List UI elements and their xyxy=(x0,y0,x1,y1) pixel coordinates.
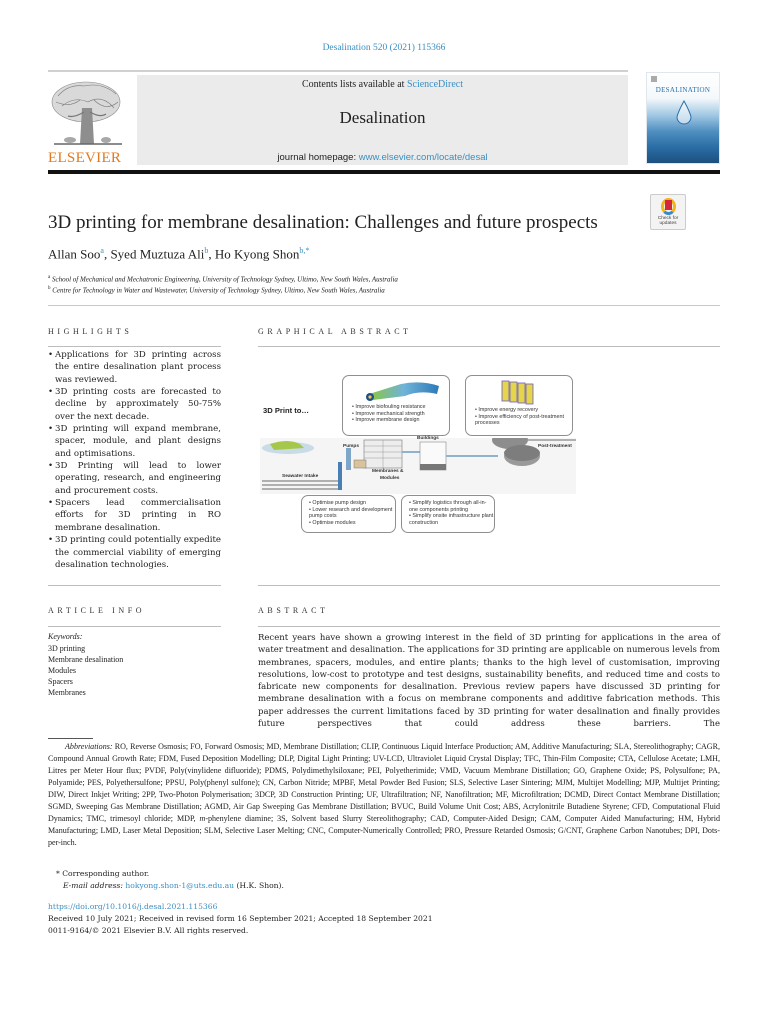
ga-pump-box xyxy=(301,495,396,533)
email-line: E-mail address: hokyong.shon-1@uts.edu.au (H.K. Shon). xyxy=(63,881,284,890)
doi-link[interactable]: https://doi.org/10.1016/j.desal.2021.115366 xyxy=(48,902,218,911)
keyword-item: Spacers xyxy=(48,677,73,687)
ga-post-item: • Improve energy recovery xyxy=(475,407,571,414)
graphical-abstract-bottom-rule xyxy=(258,585,720,586)
ga-pump-item: • Optimise pump design xyxy=(309,500,395,507)
keywords-label: Keywords: xyxy=(48,632,83,641)
abbreviations-footnote: Abbreviations: RO, Reverse Osmosis; FO, Forward Osmosis; MD, Membrane Distillation; CLIP, Continuous Liquid Interface Production; AM, Additive Manufacturing; SLA, Stereolithography; CAGR, Compound Annual Growth Rate; FDM, Fused Deposition Modelling; DLP, Digital Light Printing; UV-LCD, Ultraviolet Liquid Crystal Display; TFC, Thin-Film Composite; CTA, Cellulose Acetate; LMH, Litres per Meter Hour flux; PVDF, Poly(vinylidene difluoride); PDMS, Polydimethylsiloxane; PEI, Polyetherimide; VMD, Vacuum Membrane Distillation; GO, Graphene Oxide; PS, Polysulfone; PA, Polyamide; PES, Polyethersulfone; PPSU, Poly(phenyl sulfone); CN, Carbon Nitride; MPBF, Metal Powder Bed Fusion; SLS, Selective Laser Sintering; MJM, Multijet Modelling; MJP, Multijet Printing; DIW, Direct Inkjet Writing; 2PP, Two-Photon Polymerisation; 3DCP, 3D Construction Printing; UF, Ultrafiltration; NF, Nanofiltration; MF, Microfiltration; DCMD, Direct Contact Membrane Distillation; SGMD, Sweeping Gas Membrane Distillation; AGMD, Air Gap Sweeping Gas Membrane Distillation; BVUC, Build Volume Unit Cost; ABS, Acrylonitrile Butadiene Styrene; CFD, Computational Fluid Dynamics; TMC, trimesoyl chloride; MDP, m-phenylene diamine; 3S, Solvent based Slurry Stereolithography; CAD, Computer-Aided Design; CAM, Computer Aided Manufacturing; HM, Hybrid Manufacturing; LMD, Laser Metal Deposition; SLM, Selective Laser Melting; CNC, Computer-Numerically Controlled; PRO, Pressure Retarded Osmosis; G/CNT, Graphene Carbon Nanotubes; DPI, Dots-per-inch. xyxy=(48,742,720,847)
graphical-abstract-rule xyxy=(258,346,720,347)
ga-pump-item: • Optimise modules xyxy=(309,520,395,527)
ga-title: 3D Print to… xyxy=(263,406,309,415)
author-name[interactable]: Ho Kyong Shon xyxy=(214,246,300,262)
graphical-abstract-figure[interactable] xyxy=(258,372,576,562)
journal-homepage-link[interactable]: www.elsevier.com/locate/desal xyxy=(358,152,488,163)
highlight-item: • 3D printing costs are forecasted to decline by approximately 50-75% over the next decade. xyxy=(48,386,221,423)
keyword-item: Modules xyxy=(48,666,76,676)
article-info-heading: ARTICLE INFO xyxy=(48,606,146,615)
highlights-bottom-rule xyxy=(48,585,221,586)
received-dates: Received 10 July 2021; Received in revised form 16 September 2021; Accepted 18 September 2021 xyxy=(48,914,433,923)
corresponding-author-note: * Corresponding author. xyxy=(56,869,150,878)
journal-cover-image[interactable] xyxy=(646,72,720,164)
copyright-notice: 0011-9164/© 2021 Elsevier B.V. All rights reserved. xyxy=(48,926,249,935)
ga-building-item: • Simplify logistics through all-in-one components printing xyxy=(409,500,495,513)
contents-prefix: Contents lists available at xyxy=(301,79,407,90)
ga-label-modules: Modules xyxy=(380,476,400,481)
keywords-list xyxy=(48,643,123,698)
cover-title: DESALINATION xyxy=(655,86,711,94)
highlights-list xyxy=(48,349,221,571)
contents-line xyxy=(137,79,628,90)
author-name[interactable]: Allan Soo xyxy=(48,246,101,262)
ga-membrane-item: • Improve mechanical strength xyxy=(352,411,426,418)
email-label: E-mail address: xyxy=(63,881,123,890)
keyword-item: 3D printing xyxy=(48,644,86,653)
footnote-rule xyxy=(48,738,93,739)
highlight-item: • Spacers lead commercialisation efforts for 3D printing in RO membrane desalination. xyxy=(48,497,221,534)
author-list: Allan Soo$^a$, Syed Muztuza Ali$^b$, Ho Kyong Shon$^{b,*}$ xyxy=(48,246,310,262)
ga-label-seawater-intake: Seawater Intake xyxy=(282,474,319,479)
ga-label-membranes: Membranes & xyxy=(372,469,404,474)
ga-building-box xyxy=(401,495,495,533)
article-title: 3D printing for membrane desalination: Challenges and future prospects xyxy=(48,212,598,233)
graphical-abstract-heading: GRAPHICAL ABSTRACT xyxy=(258,327,412,336)
ga-membrane-box xyxy=(342,375,450,436)
ga-label-buildings: Buildings xyxy=(417,436,439,441)
ga-label-pumps: Pumps xyxy=(343,444,359,449)
journal-name: Desalination xyxy=(339,108,426,127)
highlight-item: • 3D Printing will lead to lower operating, research, and engineering and procurement costs. xyxy=(48,460,221,497)
author-affil-sup[interactable]: a xyxy=(100,246,104,255)
spacer-stack-icon xyxy=(500,379,540,405)
abbreviations-label: Abbreviations: xyxy=(65,742,113,751)
abstract-heading: ABSTRACT xyxy=(258,606,329,615)
author-name[interactable]: Syed Muztuza Ali xyxy=(110,246,205,262)
homepage-line xyxy=(137,152,628,163)
ga-building-item: • Simplify onsite infrastructure plant construction xyxy=(409,513,495,526)
ga-post-treatment-box xyxy=(465,375,573,436)
homepage-prefix: journal homepage: xyxy=(277,152,359,163)
ga-post-item: • Improve efficiency of post-treatment processes xyxy=(475,414,571,427)
highlights-heading: HIGHLIGHTS xyxy=(48,327,133,336)
masthead-bottom-rule xyxy=(48,170,720,174)
elsevier-wordmark: ELSEVIER xyxy=(48,150,122,166)
keyword-item: Membranes xyxy=(48,688,86,698)
author-affil-sup[interactable]: b xyxy=(204,246,209,255)
cover-publisher-icon xyxy=(651,76,657,82)
keyword-item: Membrane desalination xyxy=(48,655,124,665)
highlight-item: • Applications for 3D printing across the entire desalination plant process was reviewed. xyxy=(48,349,221,386)
masthead-top-rule xyxy=(48,70,628,72)
affiliation-b: $^b$ Centre for Technology in Water and Wastewater, University of Technology Sydney, Ultimo, New South Wales, Australia xyxy=(48,286,385,295)
highlight-item: • 3D printing will expand membrane, spacer, module, and plant designs and optimisations. xyxy=(48,423,221,460)
bookmark-icon xyxy=(665,200,672,210)
ga-plant-diagram xyxy=(260,438,576,494)
ga-label-post-treatment: Post-treatment xyxy=(538,444,572,449)
desalination-plant-illustration xyxy=(260,438,576,494)
title-divider xyxy=(48,305,720,306)
affiliation-a: $^a$ School of Mechanical and Mechatronic Engineering, University of Technology Sydney, Ultimo, New South Wales, Australia xyxy=(48,275,398,284)
membrane-roll-icon xyxy=(361,380,441,402)
masthead-box xyxy=(137,75,628,165)
citation-link[interactable]: Desalination 520 (2021) 115366 xyxy=(322,43,446,53)
sciencedirect-link[interactable]: ScienceDirect xyxy=(406,79,464,90)
abstract-rule xyxy=(258,626,720,627)
water-drop-icon xyxy=(674,100,694,126)
ga-pump-item: • Lower research and development pump costs xyxy=(309,507,395,520)
check-for-updates-button[interactable] xyxy=(650,194,686,230)
highlight-item: • 3D printing could potentially expedite the commercial viability of emerging desalination technologies. xyxy=(48,534,221,571)
author-email-link[interactable]: hokyong.shon-1@uts.edu.au xyxy=(125,881,235,890)
ga-membrane-item: • Improve biofouling resistance xyxy=(352,404,426,411)
check-updates-label: Check for updates xyxy=(657,216,679,226)
author-affil-sup[interactable]: b,* xyxy=(299,246,310,255)
highlights-rule xyxy=(48,346,221,347)
article-info-rule xyxy=(48,626,221,627)
abstract-text: Recent years have shown a growing interest in the field of 3D printing for applications in the area of water treatment and desalination. The applications for 3D printing are applicable on numerous levels from membranes, spacers, modules, and entire plants; thanks to the high level of customisation, improving resolutions, low-cost to prototype and test designs, sustainability benefits, and reduced time and costs to fabricate new components for desalination. Previous review papers have discussed 3D printing for membrane desalination with a focus on membrane components and additive fabrication methods. This paper addresses the current limitations faced by 3D printing for water desalination and finally provides future perspectives that could address these barriers. The xyxy=(258,633,720,730)
ga-membrane-item: • Improve membrane design xyxy=(352,417,426,424)
